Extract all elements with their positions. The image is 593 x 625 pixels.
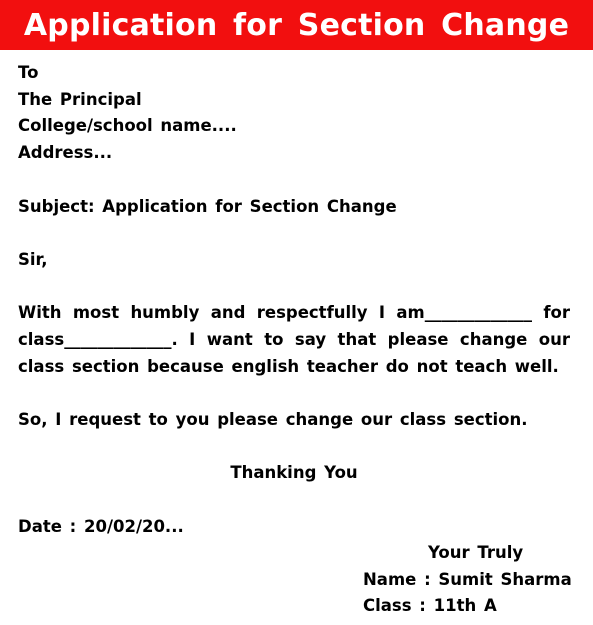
- closing-line: Your Truly: [428, 543, 524, 562]
- recipient-address: Address...: [18, 143, 113, 163]
- spacer: [18, 274, 570, 301]
- page-title: Application for Section Change: [23, 7, 570, 43]
- letter-body: [18, 60, 570, 541]
- date-line: Date : 20/02/20...: [18, 516, 184, 536]
- thanking-line: Thanking You: [230, 463, 358, 483]
- signature-block: [363, 540, 572, 620]
- body-line-2: class_____________. I want to say that please change our: [18, 329, 570, 349]
- signer-name: Name : Sumit Sharma: [363, 569, 572, 589]
- recipient-title: The Principal: [18, 89, 142, 109]
- title-banner: [0, 0, 593, 50]
- request-line: So, I request to you please change our class section.: [18, 410, 528, 430]
- recipient-to: To: [18, 63, 39, 82]
- body-line-1: With most humbly and respectfully I am_____________ for: [18, 303, 570, 323]
- signer-class: Class : 11th A: [363, 596, 497, 616]
- salutation: Sir,: [18, 249, 48, 269]
- spacer: [18, 220, 570, 247]
- subject-line: Subject: Application for Section Change: [18, 196, 397, 216]
- recipient-institution: College/school name....: [18, 116, 237, 136]
- body-line-3: class section because english teacher do not teach well.: [18, 356, 559, 376]
- spacer: [18, 380, 570, 407]
- spacer: [18, 487, 570, 514]
- spacer: [18, 167, 570, 194]
- spacer: [18, 434, 570, 461]
